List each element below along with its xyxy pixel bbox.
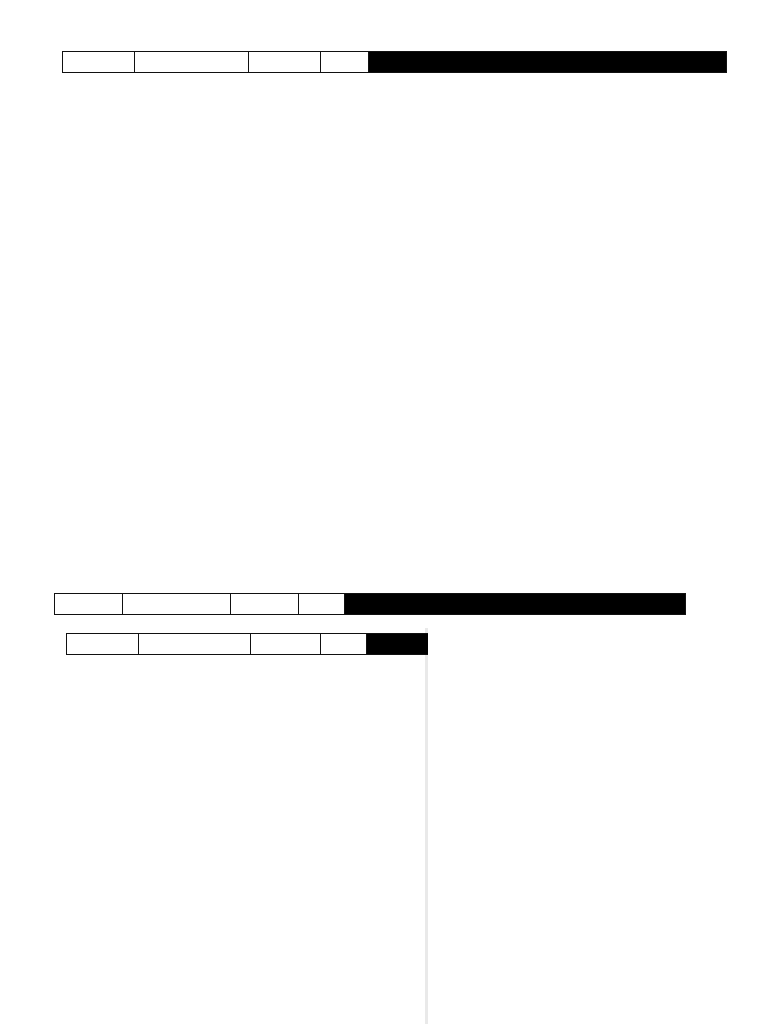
worksheet-top bbox=[55, 45, 735, 500]
worksheet-title bbox=[345, 594, 685, 614]
header-bar bbox=[62, 51, 727, 73]
worksheet-title bbox=[367, 634, 428, 654]
header-bar bbox=[54, 593, 686, 615]
kelas-field[interactable] bbox=[299, 594, 345, 614]
nama-label bbox=[67, 634, 139, 654]
nama-field[interactable] bbox=[135, 52, 249, 72]
kelas-label bbox=[251, 634, 321, 654]
header-bar bbox=[66, 633, 428, 655]
kelas-field[interactable] bbox=[321, 52, 369, 72]
nama-label bbox=[55, 594, 123, 614]
kelas-field[interactable] bbox=[321, 634, 367, 654]
nama-field[interactable] bbox=[123, 594, 231, 614]
kelas-label bbox=[231, 594, 299, 614]
worksheet-front bbox=[58, 628, 428, 1024]
nama-label bbox=[63, 52, 135, 72]
worksheet-title bbox=[369, 52, 726, 72]
kelas-label bbox=[249, 52, 321, 72]
nama-field[interactable] bbox=[139, 634, 251, 654]
overlap-strip bbox=[428, 620, 486, 1024]
